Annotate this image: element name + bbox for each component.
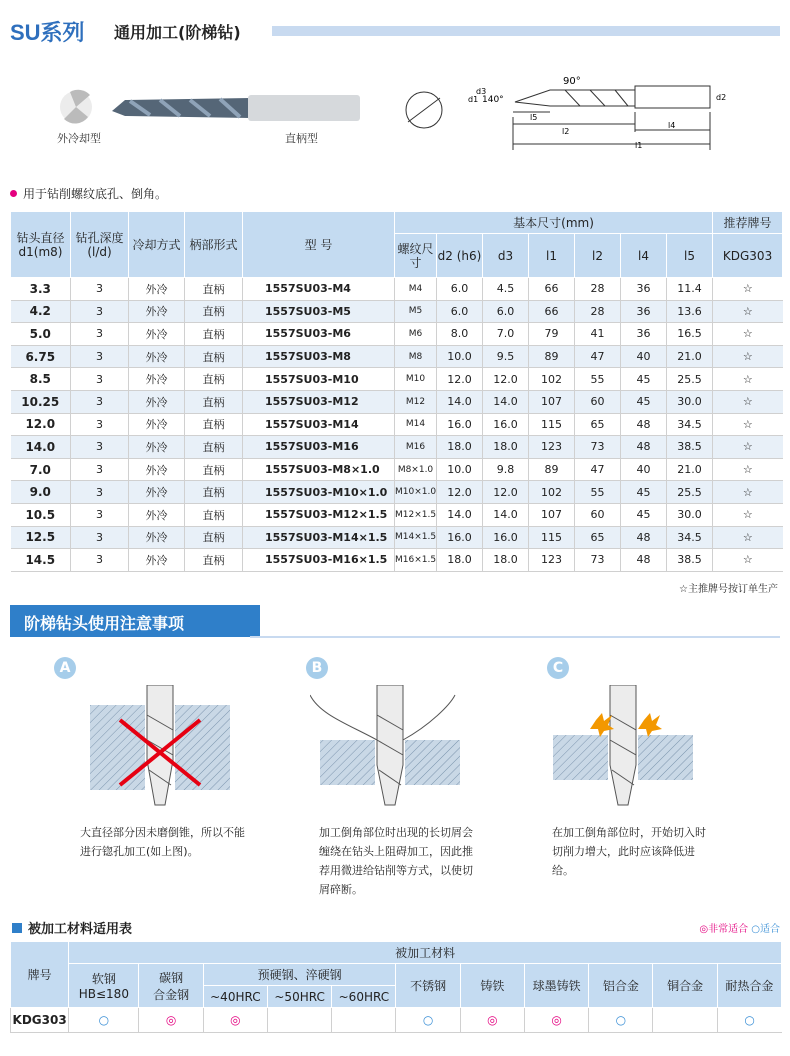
spec-cell: 7.0 [11,458,71,481]
mat-cell: ◎ [203,1008,267,1033]
diagram-end-view-icon [406,92,442,128]
mat-cell: ◎ [524,1008,588,1033]
spec-cell: 21.0 [667,458,713,481]
mat-col-grade: 牌号 [11,942,69,1008]
mat-col-40hrc: ~40HRC [203,986,267,1008]
spec-cell: 外冷 [129,323,185,346]
header-bar [272,26,780,36]
mat-header-group: 被加工材料 [69,942,782,964]
usage-text-c: 在加工倒角部位时，开始切入时切削力增大，此时应该降低进给。 [552,826,706,877]
spec-row [11,458,783,481]
spec-cell: 3 [71,278,129,301]
spec-cell: ☆ [713,323,783,346]
spec-cell: 30.0 [667,503,713,526]
spec-cell: 5.0 [11,323,71,346]
spec-cell: M8×1.0 [395,458,437,481]
mat-cell: ○ [717,1008,781,1033]
mat-col-cast: 铸铁 [460,964,524,1008]
spec-cell: 14.5 [11,549,71,572]
spec-cell: 1557SU03-M10×1.0 [243,481,395,504]
drill-end-view-icon [60,90,92,124]
spec-cell: 1557SU03-M10 [243,368,395,391]
col-l1: l1 [529,234,575,278]
spec-cell: M14 [395,413,437,436]
mat-col-heat: 耐热合金 [717,964,781,1008]
spec-cell: 16.0 [437,413,483,436]
bullet-dot-icon [10,190,17,197]
spec-cell: 8.5 [11,368,71,391]
legend-good: ○适合 [751,924,780,935]
spec-cell: 直柄 [185,526,243,549]
usage-section-header [10,605,260,637]
spec-cell: 36 [621,278,667,301]
mat-cell: ○ [69,1008,139,1033]
spec-cell: 28 [575,278,621,301]
spec-cell: 38.5 [667,549,713,572]
spec-cell: 1557SU03-M14 [243,413,395,436]
spec-cell: 12.0 [437,368,483,391]
spec-cell: 6.0 [437,300,483,323]
spec-cell: 9.8 [483,458,529,481]
spec-cell: 66 [529,278,575,301]
spec-cell: 直柄 [185,436,243,459]
col-basic-dims: 基本尺寸(mm) [395,212,713,234]
spec-row [11,526,783,549]
spec-cell: 1557SU03-M8 [243,345,395,368]
mat-cell: ◎ [139,1008,203,1033]
usage-note [10,185,167,202]
spec-cell: 34.5 [667,526,713,549]
spec-cell: 123 [529,436,575,459]
spec-cell: ☆ [713,549,783,572]
diagram-angle-top: 90° [563,76,581,87]
spec-cell: 直柄 [185,390,243,413]
mat-cell: ○ [589,1008,653,1033]
spec-cell: ☆ [713,390,783,413]
image-caption-coolant: 外冷却型 [57,132,101,145]
spec-cell: 直柄 [185,300,243,323]
spec-cell: 3 [71,368,129,391]
spec-cell: 41 [575,323,621,346]
illustration-c [548,685,698,810]
spec-row [11,390,783,413]
spec-cell: 直柄 [185,413,243,436]
spec-cell: 38.5 [667,436,713,459]
illustration-a [85,685,235,810]
spec-cell: 40 [621,458,667,481]
mat-cell: ◎ [460,1008,524,1033]
spec-cell: 48 [621,413,667,436]
spec-cell: ☆ [713,368,783,391]
spec-cell: 外冷 [129,278,185,301]
spec-cell: ☆ [713,300,783,323]
spec-cell: 8.0 [437,323,483,346]
col-d3: d3 [483,234,529,278]
spec-cell: 34.5 [667,413,713,436]
spec-row [11,278,783,301]
series-title: SU系列 [10,20,85,45]
spec-cell: M5 [395,300,437,323]
section-divider [250,636,780,638]
spec-cell: M6 [395,323,437,346]
mat-col-carbon: 碳钢 合金钢 [139,964,203,1008]
spec-cell: M12×1.5 [395,503,437,526]
spec-cell: 外冷 [129,390,185,413]
spec-cell: 6.0 [483,300,529,323]
spec-cell: 1557SU03-M16 [243,436,395,459]
spec-cell: 3 [71,436,129,459]
drill-product-image [50,85,370,135]
spec-cell: 48 [621,549,667,572]
spec-cell: 28 [575,300,621,323]
spec-cell: 45 [621,390,667,413]
usage-text-a: 大直径部分因未磨倒锥，所以不能进行锪孔加工(如上图)。 [80,826,245,858]
spec-cell: 直柄 [185,549,243,572]
mat-cell: ○ [396,1008,460,1033]
spec-cell: 73 [575,436,621,459]
badge-b: B [306,657,328,679]
spec-cell: 外冷 [129,503,185,526]
spec-cell: 73 [575,549,621,572]
spec-cell: 12.0 [437,481,483,504]
diagram-l4: l4 [668,121,676,130]
spec-footnote: ☆主推牌号按订单生产 [679,584,778,595]
usage-text-b: 加工倒角部位时出现的长切屑会缠绕在钻头上阻碍加工，因此推荐用微进给钻削等方式，以使切屑碎断。 [319,826,473,896]
spec-cell: 18.0 [437,549,483,572]
diagram-d1: d1 [468,95,479,104]
spec-cell: 45 [621,503,667,526]
mat-cell [267,1008,331,1033]
spec-cell: 9.5 [483,345,529,368]
spec-cell: 14.0 [483,390,529,413]
spec-row [11,368,783,391]
col-drill-dia: 钻头直径d1(m8) [11,212,71,278]
spec-cell: 1557SU03-M6 [243,323,395,346]
spec-cell: 30.0 [667,390,713,413]
col-recommend: 推荐牌号 [713,212,783,234]
usage-section-title: 阶梯钻头使用注意事项 [24,614,185,633]
spec-cell: 外冷 [129,300,185,323]
spec-cell: 1557SU03-M4 [243,278,395,301]
spec-cell: ☆ [713,526,783,549]
diagram-l5: l5 [530,113,538,122]
spec-cell: 16.0 [483,526,529,549]
spec-cell: 4.5 [483,278,529,301]
spec-cell: 47 [575,345,621,368]
spec-cell: 1557SU03-M16×1.5 [243,549,395,572]
spec-table [10,211,783,572]
spec-cell: 3 [71,503,129,526]
spec-cell: 60 [575,503,621,526]
spec-cell: 3.3 [11,278,71,301]
spec-cell: 115 [529,413,575,436]
spec-cell: 直柄 [185,458,243,481]
diagram-l1: l1 [635,141,643,150]
spec-cell: 16.0 [483,413,529,436]
spec-row [11,481,783,504]
spec-cell: M12 [395,390,437,413]
spec-cell: 40 [621,345,667,368]
spec-cell: 10.0 [437,458,483,481]
spec-cell: 12.0 [11,413,71,436]
spec-cell: 55 [575,481,621,504]
spec-cell: 3 [71,549,129,572]
spec-cell: 1557SU03-M12 [243,390,395,413]
spec-cell: 102 [529,481,575,504]
legend-very-good: ◎非常适合 [699,924,749,935]
spec-cell: 1557SU03-M8×1.0 [243,458,395,481]
spec-cell: 47 [575,458,621,481]
spec-cell: 89 [529,458,575,481]
mat-col-ductile: 球墨铸铁 [524,964,588,1008]
diagram-d3: d3 [476,87,487,96]
spec-cell: 外冷 [129,458,185,481]
mat-col-soft: 软钢 HB≤180 [69,964,139,1008]
usage-note-text: 用于钻削螺纹底孔、倒角。 [23,187,168,201]
spec-cell: 21.0 [667,345,713,368]
spec-cell: 3 [71,526,129,549]
mat-cell [653,1008,717,1033]
spec-cell: 3 [71,390,129,413]
col-l5: l5 [667,234,713,278]
col-depth: 钻孔深度(l/d) [71,212,129,278]
spec-cell: 直柄 [185,368,243,391]
mat-col-copper: 铜合金 [653,964,717,1008]
spec-cell: 1557SU03-M5 [243,300,395,323]
spec-cell: 11.4 [667,278,713,301]
spec-cell: 65 [575,413,621,436]
diagram-l2: l2 [562,127,570,136]
spec-cell: 12.5 [11,526,71,549]
spec-row [11,300,783,323]
spec-cell: 直柄 [185,481,243,504]
spec-cell: 123 [529,549,575,572]
drill-dimension-diagram [400,72,740,150]
spec-cell: ☆ [713,458,783,481]
spec-cell: 外冷 [129,481,185,504]
spec-cell: 55 [575,368,621,391]
spec-cell: 直柄 [185,345,243,368]
spec-cell: 3 [71,323,129,346]
spec-cell: ☆ [713,481,783,504]
materials-title [12,918,132,937]
spec-cell: 10.5 [11,503,71,526]
spec-cell: 48 [621,526,667,549]
spec-cell: M10 [395,368,437,391]
badge-a: A [54,657,76,679]
spec-cell: 45 [621,368,667,391]
spec-cell: ☆ [713,278,783,301]
spec-row [11,436,783,459]
spec-cell: 外冷 [129,436,185,459]
spec-cell: 89 [529,345,575,368]
spec-cell: 3 [71,481,129,504]
spec-cell: 外冷 [129,526,185,549]
spec-cell: 3 [71,458,129,481]
spec-cell: 12.0 [483,481,529,504]
illustration-b [310,685,460,810]
spec-row [11,503,783,526]
spec-cell: 3 [71,413,129,436]
spec-row [11,549,783,572]
spec-cell: 10.0 [437,345,483,368]
spec-cell: 1557SU03-M14×1.5 [243,526,395,549]
spec-cell: 18.0 [483,436,529,459]
mat-col-stainless: 不锈钢 [396,964,460,1008]
materials-table [10,941,782,1033]
spec-cell: M10×1.0 [395,481,437,504]
spec-cell: ☆ [713,436,783,459]
col-l2: l2 [575,234,621,278]
spec-cell: ☆ [713,345,783,368]
spec-cell: 7.0 [483,323,529,346]
mat-col-aluminum: 铝合金 [589,964,653,1008]
spec-cell: M8 [395,345,437,368]
spec-cell: 10.25 [11,390,71,413]
materials-title-text: 被加工材料适用表 [28,922,133,937]
spec-cell: 16.5 [667,323,713,346]
spec-cell: 6.75 [11,345,71,368]
spec-cell: 直柄 [185,278,243,301]
mat-col-60hrc: ~60HRC [332,986,396,1008]
spec-cell: 45 [621,481,667,504]
mat-row-kdg303 [11,1008,782,1033]
col-l4: l4 [621,234,667,278]
spec-cell: M16×1.5 [395,549,437,572]
spec-cell: 直柄 [185,503,243,526]
col-thread: 螺纹尺寸 [395,234,437,278]
spec-cell: 3 [71,300,129,323]
col-shank: 柄部形式 [185,212,243,278]
mat-cell [332,1008,396,1033]
spec-row [11,413,783,436]
spec-cell: 18.0 [437,436,483,459]
spec-cell: 66 [529,300,575,323]
spec-cell: 9.0 [11,481,71,504]
spec-cell: M16 [395,436,437,459]
spec-cell: 14.0 [11,436,71,459]
spec-cell: M14×1.5 [395,526,437,549]
spec-cell: 6.0 [437,278,483,301]
spec-cell: 36 [621,300,667,323]
spec-cell: 107 [529,503,575,526]
badge-c: C [547,657,569,679]
spec-cell: 12.0 [483,368,529,391]
diagram-d2: d2 [716,93,727,102]
materials-legend [699,920,780,935]
spec-cell: 外冷 [129,549,185,572]
spec-cell: 14.0 [437,390,483,413]
spec-cell: 107 [529,390,575,413]
spec-cell: 79 [529,323,575,346]
spec-cell: 直柄 [185,323,243,346]
spec-cell: 115 [529,526,575,549]
col-d2: d2 (h6) [437,234,483,278]
spec-cell: ☆ [713,413,783,436]
spec-row [11,345,783,368]
spec-cell: 48 [621,436,667,459]
mat-col-hardened: 预硬钢、淬硬钢 [203,964,396,986]
spec-cell: 60 [575,390,621,413]
spec-cell: 14.0 [437,503,483,526]
spec-cell: 65 [575,526,621,549]
spec-cell: 13.6 [667,300,713,323]
spec-cell: 25.5 [667,368,713,391]
spec-cell: 14.0 [483,503,529,526]
spec-cell: M4 [395,278,437,301]
spec-cell: 16.0 [437,526,483,549]
spec-cell: 外冷 [129,368,185,391]
spec-cell: 102 [529,368,575,391]
spec-cell: 25.5 [667,481,713,504]
col-grade: KDG303 [713,234,783,278]
spec-cell: 4.2 [11,300,71,323]
spec-cell: ☆ [713,503,783,526]
spec-cell: 18.0 [483,549,529,572]
spec-cell: 3 [71,345,129,368]
mat-col-50hrc: ~50HRC [267,986,331,1008]
image-caption-shank: 直柄型 [285,132,318,145]
spec-cell: 1557SU03-M12×1.5 [243,503,395,526]
spec-cell: 外冷 [129,413,185,436]
spec-cell: 外冷 [129,345,185,368]
spec-cell: 36 [621,323,667,346]
mat-row-grade: KDG303 [11,1008,69,1033]
spec-row [11,323,783,346]
series-subtitle: 通用加工(阶梯钻) [114,23,241,42]
title-square-icon [12,923,22,933]
col-cooling: 冷却方式 [129,212,185,278]
diagram-angle-tip: 140° [482,95,504,105]
col-model: 型 号 [243,212,395,278]
